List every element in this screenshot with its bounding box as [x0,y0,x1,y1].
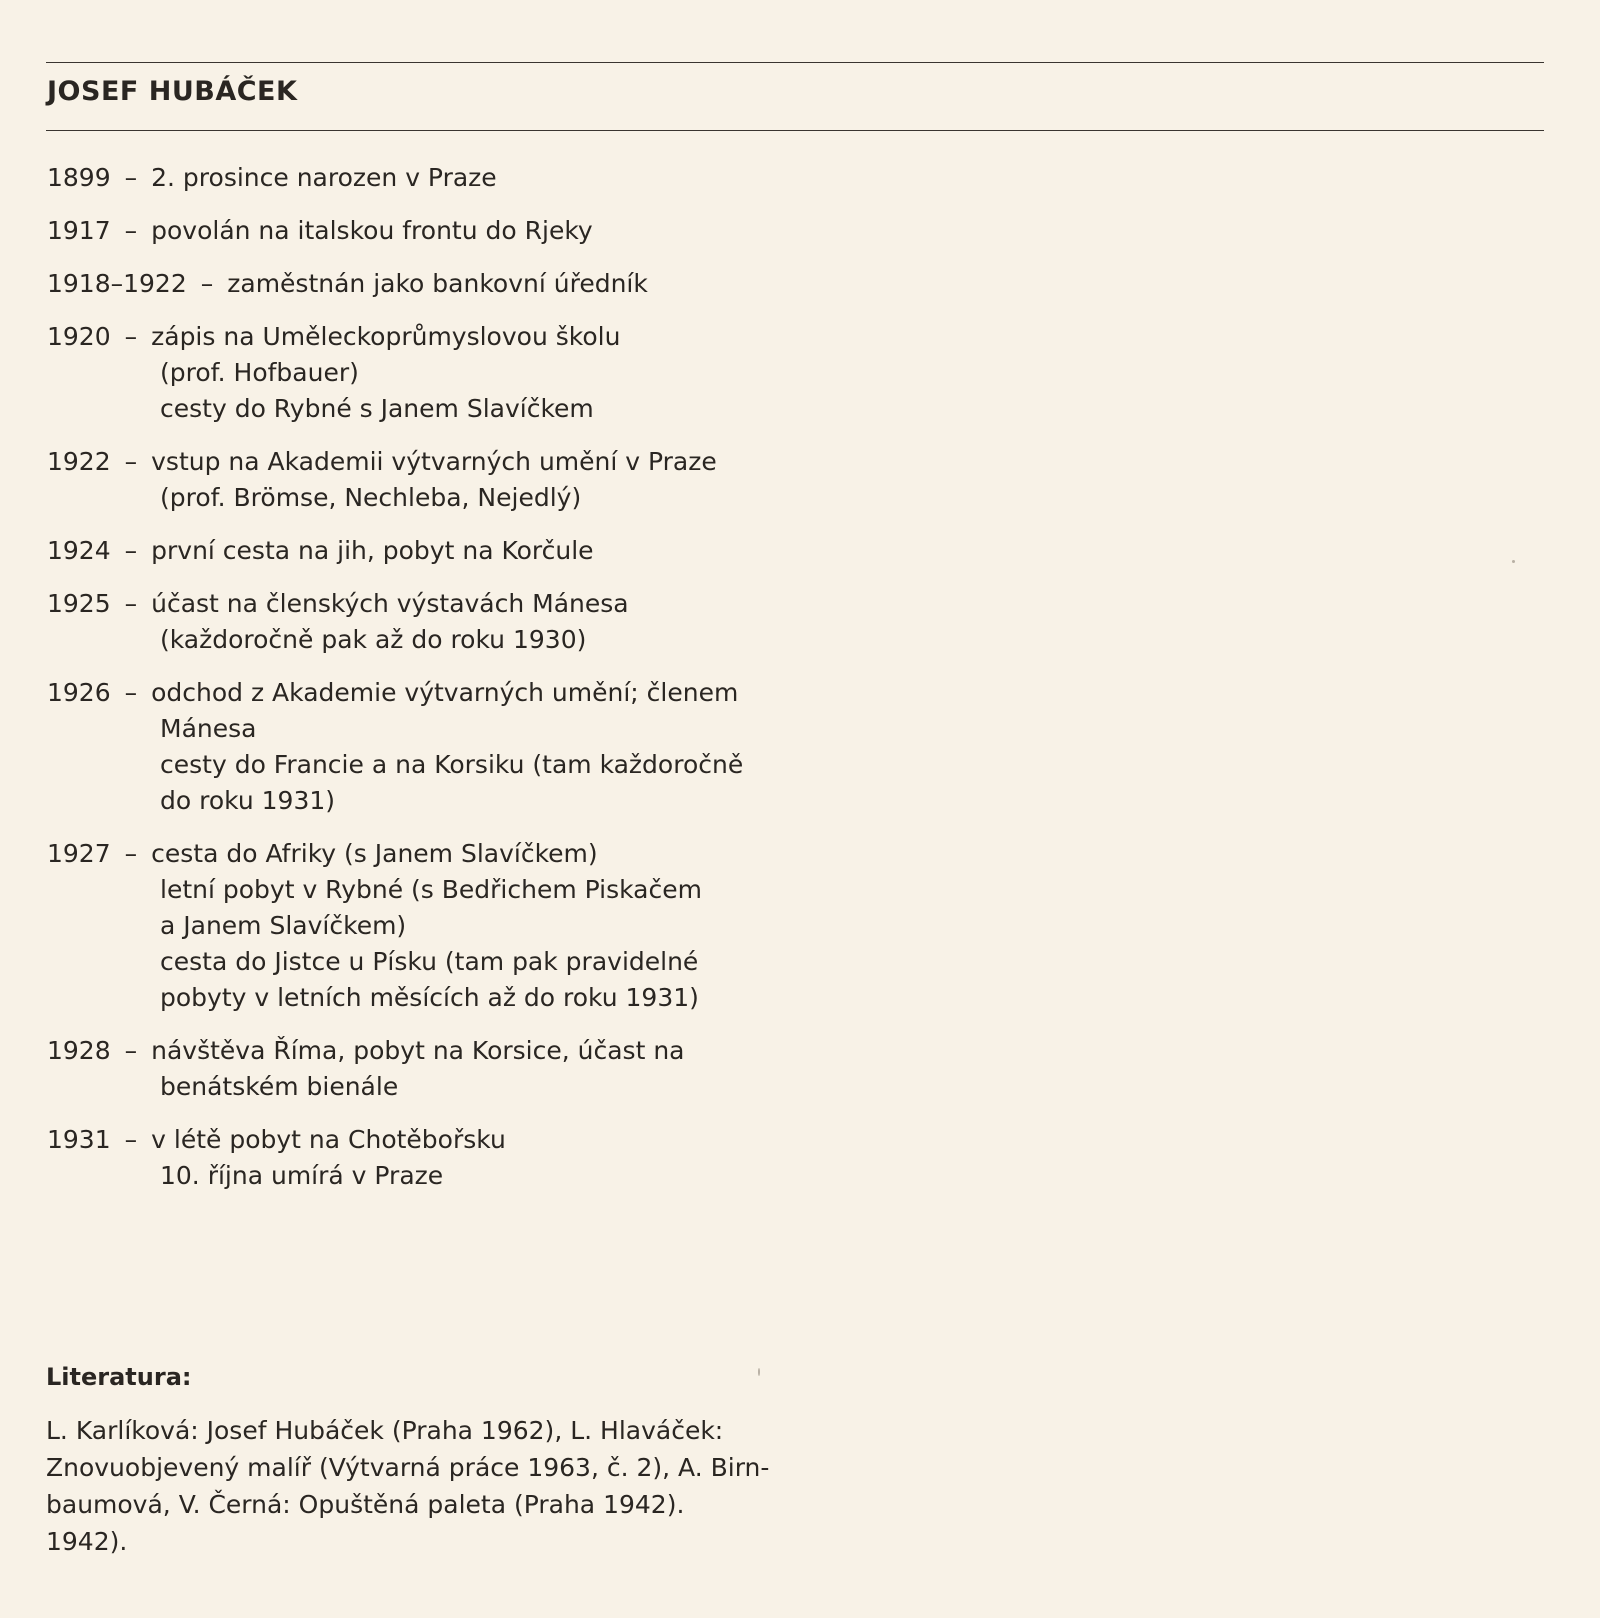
chronology-entry [47,533,807,569]
literature-text [46,1412,786,1560]
literature-line: Znovuobjevený malíř (Výtvarná práce 1963, č. 2), A. Birn- [46,1453,770,1482]
entry-dash: – [124,839,138,868]
entry-year: 1928 [47,1036,111,1065]
entry-year: 1925 [47,589,111,618]
entry-year: 1922 [47,447,111,476]
entry-text: v létě pobyt na Chotěbořsku [151,1125,506,1154]
entry-dash: – [124,1036,138,1065]
chronology-entry [47,266,807,302]
chronology-list [47,160,807,1211]
entry-year: 1927 [47,839,111,868]
chronology-entry [47,675,807,819]
entry-dash: – [124,216,138,245]
literature-line: L. Karlíková: Josef Hubáček (Praha 1962), L. Hlaváček: [46,1416,724,1445]
entry-text: 10. října umírá v Praze [160,1161,444,1190]
entry-text: a Janem Slavíčkem) [160,911,407,940]
literature-heading: Literatura: [46,1363,192,1391]
chronology-entry [47,444,807,516]
entry-dash: – [124,589,138,618]
chronology-entry [47,213,807,249]
entry-text: do roku 1931) [160,786,336,815]
entry-text: (každoročně pak až do roku 1930) [160,625,587,654]
bottom-rule [46,130,1544,131]
artist-name: JOSEF HUBÁČEK [47,76,298,107]
entry-text: benátském bienále [160,1072,399,1101]
entry-year: 1917 [47,216,111,245]
entry-year: 1920 [47,322,111,351]
paper-speck [758,1368,760,1376]
entry-text: cesta do Afriky (s Janem Slavíčkem) [151,839,598,868]
literature-line: 1942). [46,1527,128,1556]
entry-dash: – [124,678,138,707]
entry-text: cesty do Rybné s Janem Slavíčkem [160,394,594,423]
entry-year: 1926 [47,678,111,707]
entry-text: cesty do Francie a na Korsiku (tam každoročně [160,750,744,779]
entry-text: vstup na Akademii výtvarných umění v Praze [151,447,717,476]
paper-speck [1512,560,1515,563]
entry-dash: – [200,269,214,298]
entry-text: odchod z Akademie výtvarných umění; členem [151,678,739,707]
entry-text: (prof. Hofbauer) [160,358,359,387]
entry-text: letní pobyt v Rybné (s Bedřichem Piskačem [160,875,702,904]
entry-text: účast na členských výstavách Mánesa [151,589,629,618]
entry-dash: – [124,163,138,192]
entry-text: zaměstnán jako bankovní úředník [227,269,648,298]
chronology-entry [47,1122,807,1194]
chronology-entry [47,836,807,1016]
entry-text: povolán na italskou frontu do Rjeky [151,216,593,245]
entry-text: Mánesa [160,714,257,743]
top-rule [46,62,1544,63]
chronology-entry [47,1033,807,1105]
entry-text: první cesta na jih, pobyt na Korčule [151,536,594,565]
entry-dash: – [124,1125,138,1154]
literature-line: baumová, V. Černá: Opuštěná paleta (Praha 1942). [46,1490,685,1519]
entry-dash: – [124,447,138,476]
entry-dash: – [124,536,138,565]
chronology-entry [47,319,807,427]
entry-text: pobyty v letních měsících až do roku 1931) [160,983,699,1012]
chronology-entry [47,586,807,658]
entry-dash: – [124,322,138,351]
entry-year: 1924 [47,536,111,565]
chronology-entry [47,160,807,196]
entry-text: cesta do Jistce u Písku (tam pak pravidelné [160,947,699,976]
entry-year: 1931 [47,1125,111,1154]
entry-text: návštěva Říma, pobyt na Korsice, účast na [151,1036,685,1065]
entry-year: 1899 [47,163,111,192]
entry-year: 1918–1922 [47,269,187,298]
entry-text: (prof. Brömse, Nechleba, Nejedlý) [160,483,582,512]
entry-text: 2. prosince narozen v Praze [151,163,497,192]
entry-text: zápis na Uměleckoprůmyslovou školu [151,322,621,351]
